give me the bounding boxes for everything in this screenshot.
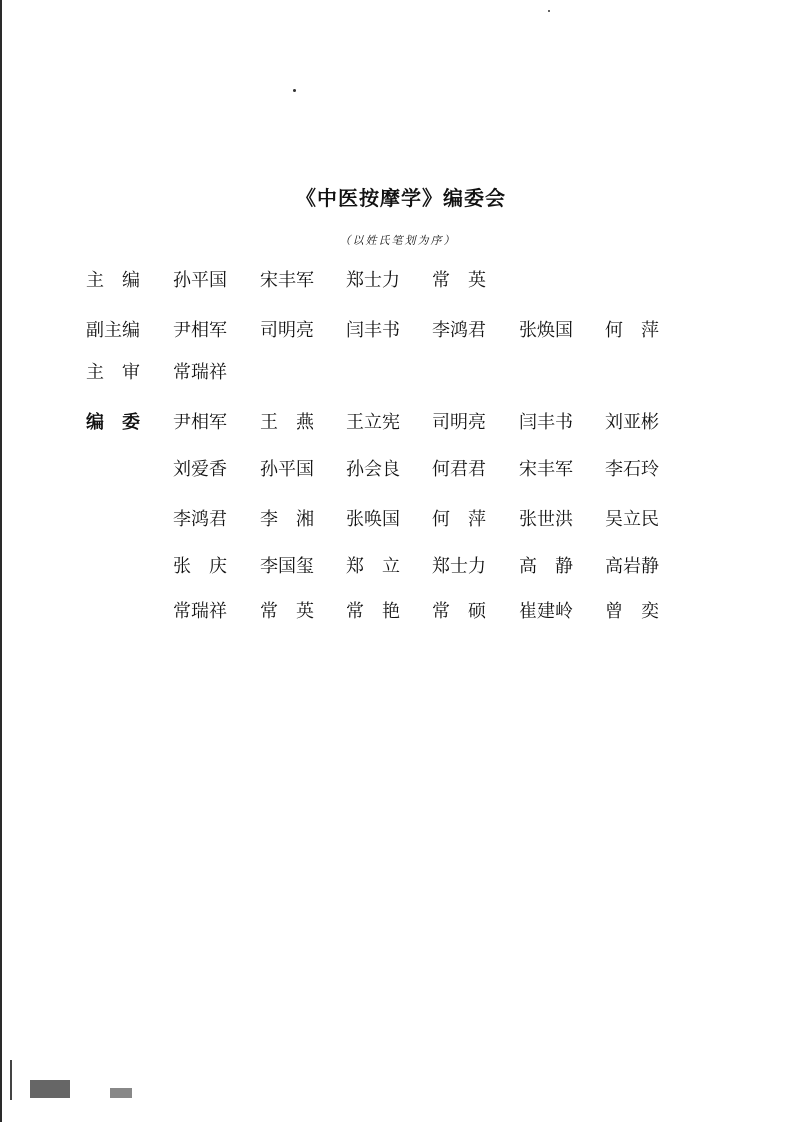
role-label: 主 审 — [86, 362, 140, 383]
member-name: 张焕国 — [519, 320, 573, 341]
member-name: 常 英 — [260, 601, 314, 622]
member-name: 王立宪 — [346, 412, 400, 433]
scan-speck — [548, 10, 550, 12]
roster-row — [0, 552, 796, 582]
member-name: 李国玺 — [260, 556, 314, 577]
roster-row — [0, 505, 796, 535]
member-name: 曾 奕 — [605, 601, 659, 622]
scan-speck — [293, 89, 296, 92]
member-name: 刘爱香 — [173, 459, 227, 480]
roster-row — [0, 358, 796, 388]
member-name: 常瑞祥 — [173, 362, 227, 383]
member-name: 宋丰军 — [260, 270, 314, 291]
member-name: 李鸿君 — [173, 509, 227, 530]
member-name: 宋丰军 — [519, 459, 573, 480]
member-name: 司明亮 — [432, 412, 486, 433]
member-name: 张 庆 — [173, 556, 227, 577]
member-name: 孙平国 — [260, 459, 314, 480]
member-name: 何 萍 — [605, 320, 659, 341]
member-name: 常 硕 — [432, 601, 486, 622]
member-name: 郑 立 — [346, 556, 400, 577]
member-name: 闫丰书 — [346, 320, 400, 341]
roster-row — [0, 597, 796, 627]
member-name: 何君君 — [432, 459, 486, 480]
member-name: 高 静 — [519, 556, 573, 577]
member-name: 尹相军 — [173, 412, 227, 433]
member-name: 李石玲 — [605, 459, 659, 480]
member-name: 司明亮 — [260, 320, 314, 341]
role-label: 主 编 — [86, 270, 140, 291]
scan-mark — [10, 1060, 12, 1100]
member-name: 李鸿君 — [432, 320, 486, 341]
member-name: 尹相军 — [173, 320, 227, 341]
page-title — [0, 182, 796, 211]
member-name: 孙会良 — [346, 459, 400, 480]
member-name: 吴立民 — [605, 509, 659, 530]
member-name: 常 英 — [432, 270, 486, 291]
page-title-text: 《中医按摩学》编委会 — [296, 186, 506, 210]
roster-row — [0, 455, 796, 485]
member-name: 常瑞祥 — [173, 601, 227, 622]
member-name: 孙平国 — [173, 270, 227, 291]
role-label: 编 委 — [86, 412, 140, 433]
roster-row — [0, 316, 796, 346]
member-name: 常 艳 — [346, 601, 400, 622]
member-name: 张世洪 — [519, 509, 573, 530]
member-name: 李 湘 — [260, 509, 314, 530]
scan-mark — [30, 1080, 70, 1098]
member-name: 刘亚彬 — [605, 412, 659, 433]
member-name: 何 萍 — [432, 509, 486, 530]
member-name: 高岩静 — [605, 556, 659, 577]
member-name: 王 燕 — [260, 412, 314, 433]
member-name: 闫丰书 — [519, 412, 573, 433]
member-name: 张唤国 — [346, 509, 400, 530]
scan-mark — [110, 1088, 132, 1098]
page-subtitle: （以姓氏笔划为序） — [339, 234, 457, 247]
member-name: 郑士力 — [346, 270, 400, 291]
roster-row — [0, 266, 796, 296]
role-label: 副主编 — [86, 320, 140, 341]
member-name: 郑士力 — [432, 556, 486, 577]
member-name: 崔建岭 — [519, 601, 573, 622]
roster-row — [0, 408, 796, 438]
